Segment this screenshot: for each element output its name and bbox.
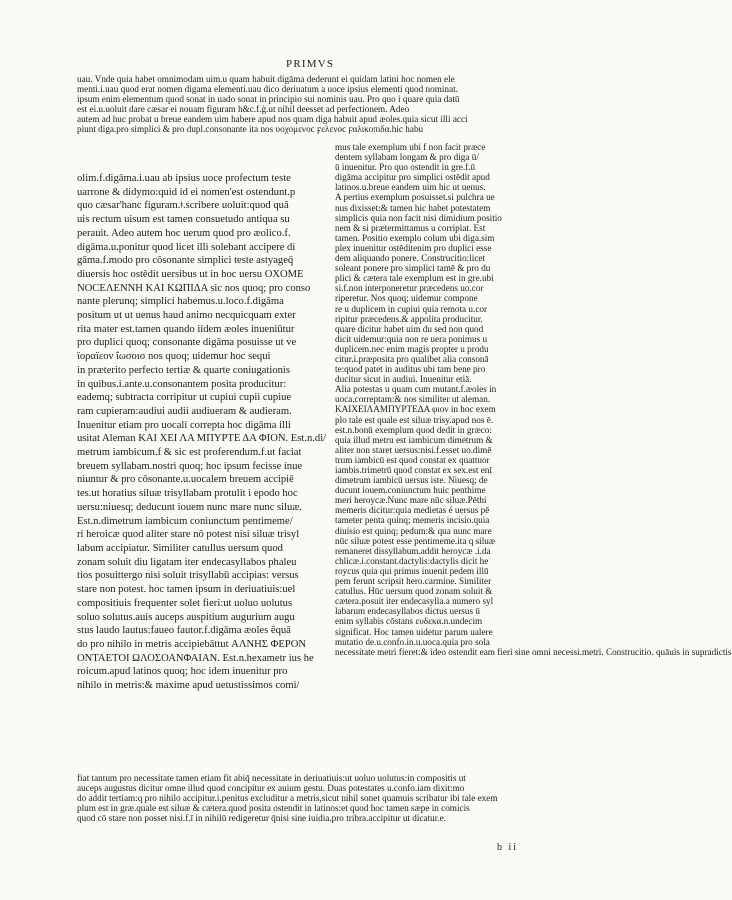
text-line: est ei.u.uoluit dare cæsar ei nouam figuram h&c.f.ġ.ut nihil deesset ad perfectionem. Adeo — [77, 104, 410, 115]
text-line: ipsum enim elementum quod sonat in uado sonat in principio sui nominis uau. Pro quo i quare quia datū — [77, 94, 460, 105]
text-line: diuersis hoc ostēdit uersibus ut in hoc uersu ΟΧΟΜΕ — [77, 268, 304, 280]
text-line: ripitur præcedens.& appolita producitur. — [335, 313, 483, 324]
text-line: ΟΝΤΑΕΤΟΙ ΩΛΟΣΟΑΝΦΑΙΑΝ. Est.n.hexametr ius he — [77, 652, 314, 664]
text-line: ducitur sicut in audiui. Inuenitur etiā. — [335, 374, 472, 385]
text-line: zonam soluit diu ligatam iter endecasyllabos phaleu — [77, 556, 297, 568]
text-line: pro duplici quoq; consonante digāma posuisse ut ve — [77, 337, 297, 349]
text-line: dicit uidemur:quia non re uera ponimus u — [335, 333, 488, 344]
text-line: ri heroicæ quod aliter stare nō potest nisi siluæ trisyl — [77, 529, 300, 541]
text-line: uersu:niuesq; deducunt iouem nunc mare nunc siluæ. — [77, 501, 303, 513]
text-line: si.f.non interponeretur præcedens uo.cor — [335, 283, 484, 294]
text-line: trum iambicū est quod constat ex quattuor — [335, 454, 490, 465]
text-line: dimetrum iambicū uersus iste. Niuesq; de — [335, 475, 488, 486]
signature-mark: b ii — [497, 842, 519, 853]
text-line: Alia potestas u quam cum mutant.f.æoles in — [335, 384, 497, 395]
text-line: duplicem.nec enim magis propter u produ — [335, 343, 489, 354]
text-line: ΚΑΙΧΕΙΛΑΜΠΥΡΤΕΔΑ φιον in hoc exem — [335, 404, 496, 415]
main-text-column — [77, 172, 327, 693]
text-line: ducunt iouem.coniunctum huic penthime — [335, 485, 486, 496]
text-line: nūc siluæ potest esse pentimeme.ita q siluæ — [335, 535, 495, 546]
text-line: plici & cætera tale exemplum est in gre.ubi — [335, 273, 494, 284]
commentary-bottom-block — [77, 773, 547, 823]
text-line: te:quod patet in auditus ubi tam bene pro — [335, 364, 486, 375]
text-line: digāma.u.ponitur quod licet illi solebant accipere di — [77, 241, 296, 253]
text-line: catullus. Hūc uersum quod zonam soluit & — [335, 586, 493, 597]
text-line: nante plerunq; simplici habemus.u.loco.f.digāma — [77, 296, 284, 308]
running-head: PRIMVS — [286, 58, 335, 70]
text-line: significat. Hoc tamen uidetur parum ualere — [335, 626, 493, 637]
text-line: nus dixisset:& tamen hic habet potestatem — [335, 202, 491, 213]
text-line: quod cō stare non posset nisi.f.ī in nihilū redigeretur q̄nisi sine iuidia.pro tribra.accipitur ut dicatur.e. — [77, 813, 446, 824]
text-line: plum est in græ.quale est siluæ & cætera.quod posita ostendit in latinos:et quod hoc tamen sæpe in comicis — [77, 803, 470, 814]
text-line: niuntur & pro cōsonante.u.uocalem breuem accipiē — [77, 474, 294, 486]
commentary-top-block — [77, 74, 547, 135]
text-line: autem ad huc probat u breue eandem uim habere apud nos quam diga habuit apud æoles.quia sicut illi acci — [77, 114, 468, 125]
text-line: riperetur. Nos quoq; uidemur compone — [335, 293, 478, 304]
text-line: roycus quia qui primus inuenit pedem illū — [335, 565, 489, 576]
text-line: metrum iambicum.f & sic est proferendum.f.ut faciat — [77, 447, 302, 459]
text-line: labum accipiatur. Similiter catullus uersum quod — [77, 542, 283, 554]
text-line: quo cæsar'hanc figuram.ǂ.scribere uoluit:quod quā — [77, 200, 289, 212]
text-line: uarrone & didymo:quid id ei nomen'est ostendunt.p — [77, 186, 296, 198]
text-line: tes.ut horatius siluæ trisyllabam protulit i epodo hoc — [77, 488, 298, 500]
text-line: stare non potest. hoc tamen ipsum in deriuatiuis:uel — [77, 584, 296, 596]
text-line: gāma.f.modo pro cōsonante simplici teste astyageq̄ — [77, 255, 294, 267]
text-line: diuisio est quinq; pedum:& qua nunc mare — [335, 525, 492, 536]
text-line: iambis.trimetrū quod constat ex sex.est enī — [335, 465, 492, 475]
text-line: do pro nihilo in metris accipiebāttut ΑΛΝΗΣ ΦΕΡΟΝ — [77, 638, 307, 650]
text-line: tamen. Positio exemplo colum ubi diga.sim — [335, 232, 495, 243]
text-line: uau. Vnde quia habet omnimodam uim.u quam habuit digāma dederunt ei quidam latini hoc nomen ele — [77, 74, 455, 84]
text-line: nihilo in metris:& maxime apud uetustissimos comi/ — [77, 680, 300, 692]
text-line: do addit tertiam:q pro nihilo accipitur.i.penitus excluditur a metris,sicut nihil sonet quamuis scribatur ibi tale exem — [77, 793, 498, 804]
text-line: remaneret dissyllabum.addit heroycæ .i.da — [335, 545, 491, 556]
text-line: A pertius exemplum posuisset.si pulchra ue — [335, 192, 495, 203]
text-line: rita mater est.tamen quando iidem æoles inueniūtur — [77, 323, 295, 335]
text-line: chlicæ.i.constant.dactylis:dactylis dicit he — [335, 555, 489, 566]
text-line: digāma accipitur pro simplici ostēdit apud — [335, 172, 490, 183]
text-line: ϊοραϊεον ΐωσοισ nos quoq; uidemur hoc sequi — [77, 351, 271, 363]
text-line: tios posuittergo nisi soluit trisyllabū accipias: versus — [77, 570, 299, 582]
text-line: stus laudo lautus:faueo fautor.f.digāma æoles ēquā — [77, 625, 291, 637]
text-line: necessitate metri fieret:& ideo ostendit eam fieri sine omni necessi.metri. Construcitio. quāuis in supradictis — [335, 646, 732, 657]
text-line: eademq; subtracta corripitur ut cupiui cupii cupiue — [77, 392, 292, 404]
text-line: labarum endecasyllabos dictus uersus ū — [335, 606, 480, 617]
text-line: Inuenitur etiam pro uocali correpta hoc digāma illi — [77, 419, 291, 431]
text-line: roicum.apud latinos quoq; hoc idem inuenitur pro — [77, 666, 288, 678]
text-line: nem & si prætermittamus u corripiat. Est — [335, 222, 486, 233]
text-line: dentem syllabam longam & pro diga ū/ — [335, 152, 479, 163]
text-line: soluo solutus.auis auceps auspitium augurium augu — [77, 611, 295, 623]
text-line: memeris dicitur:quia medietas é uersus pē — [335, 505, 490, 516]
text-line: meri heroycæ.Nunc mare nūc siluæ.Pēthi — [335, 495, 487, 506]
text-line: tameter penta quinq; memeris incisio.quia — [335, 515, 490, 526]
text-line: quare dicitur habet uim du sed non quod — [335, 323, 484, 334]
text-line: quia illud metru est iambicum dimetrum & — [335, 434, 493, 445]
text-line: pem ferunt scripsit hero.carmine. Similiter — [335, 576, 492, 587]
text-line: menti.i.uau quod erat nomen digama elementi.uau dico deriuatum a uoce ipsius elementi quod nominat. — [77, 84, 458, 95]
text-line: auceps augustus dicitur omne illud quod concipitur ex auium gestu. Duas potestates u.confo.iam dixit:mo — [77, 783, 465, 794]
text-line: simplicis quia non facit nisi dimidium positio — [335, 212, 502, 223]
text-line: breuem syllabam.nostri quoq; hoc ipsum fecisse inue — [77, 460, 303, 472]
text-line: olim.f.digāma.i.uau ab ipsius uoce profectum teste — [77, 173, 291, 184]
text-line: piunt diga.pro simplici & pro dupl.consonante ita nos υοχομενοϲ ϝελενοϲ ϝαλικοπιδα.hic habu — [77, 124, 424, 135]
text-line: perauit. Adeo autem hoc uerum quod pro æolico.f. — [77, 227, 291, 239]
text-line: uis rectum uisum est tamen consuetudo antiqua su — [77, 214, 290, 226]
text-line: plo tale est quale est siluæ trisy.apud nos ē. — [335, 414, 494, 425]
text-line: positum ut ut uenus haud animo necquicquam exter — [77, 310, 296, 322]
text-line: ū inuenitur. Pro quo ostendit in gre.f.ū — [335, 162, 476, 173]
text-line: soleant ponere pro simplici tamē & pro du — [335, 263, 491, 274]
text-line: usitat Aleman ΚΑΙ ΧΕΙ ΛΑ ΜΠΥΡΤΕ ΔΑ ΦΙΟΝ. Est.n.di/ — [77, 433, 327, 445]
text-line: aliter non staret uersus:nisi.f.esset uo.dimē — [335, 444, 492, 455]
text-line: ΝΟϹΕΛΕΝΝΗ ΚΑΙ ΚΩΠΙΔΑ sic nos quoq; pro conso — [77, 282, 311, 294]
text-line: mutatio de.u.confo.in.u.uoca.quia pro sola — [335, 636, 490, 647]
text-line: plex inuenitur ostēditenim pro duplici esse — [335, 242, 492, 253]
text-line: Est.n.dimetrum iambicum coniunctum pentimeme/ — [77, 515, 293, 527]
text-line: in quibus.i.ante.u.consonantem posita producitur: — [77, 378, 287, 390]
text-line: citur.i.præposita pro qualibet alia consonā — [335, 353, 489, 364]
text-line: ram cupieram:audiui audii audiueram & audieram. — [77, 405, 292, 417]
text-line: uoca.correptam:& nos similiter ut aleman. — [335, 394, 491, 405]
text-line: cætera.posuit iter endecasylla.a numero syl — [335, 596, 494, 607]
text-line: compositiuis frequenter solet fieri:ut uoluo uolutus — [77, 597, 293, 609]
text-line: enim syllabis cōstans ευδεκα.n.undecim — [335, 616, 483, 627]
text-line: est.n.bonū exemplum quod dedit in græco: — [335, 424, 492, 435]
text-line: re u duplicem in cupiui quia remota u.cor — [335, 303, 488, 314]
text-line: mus tale exemplum ubi f non facit præce — [335, 142, 486, 152]
text-line: dem aliquando ponere. Construcitio:licet — [335, 253, 486, 264]
gloss-column — [335, 142, 732, 657]
text-line: fiat tantum pro necessitate tamen etiam fit abiq̄ necessitate in deriuatiuis:ut uoluo uolutus:in compositis ut — [77, 773, 466, 783]
text-line: latinos.u.breue eandem uim hic ut uenus. — [335, 182, 486, 193]
text-line: in præterito perfecto tertiæ & quarte coniugationis — [77, 364, 290, 376]
